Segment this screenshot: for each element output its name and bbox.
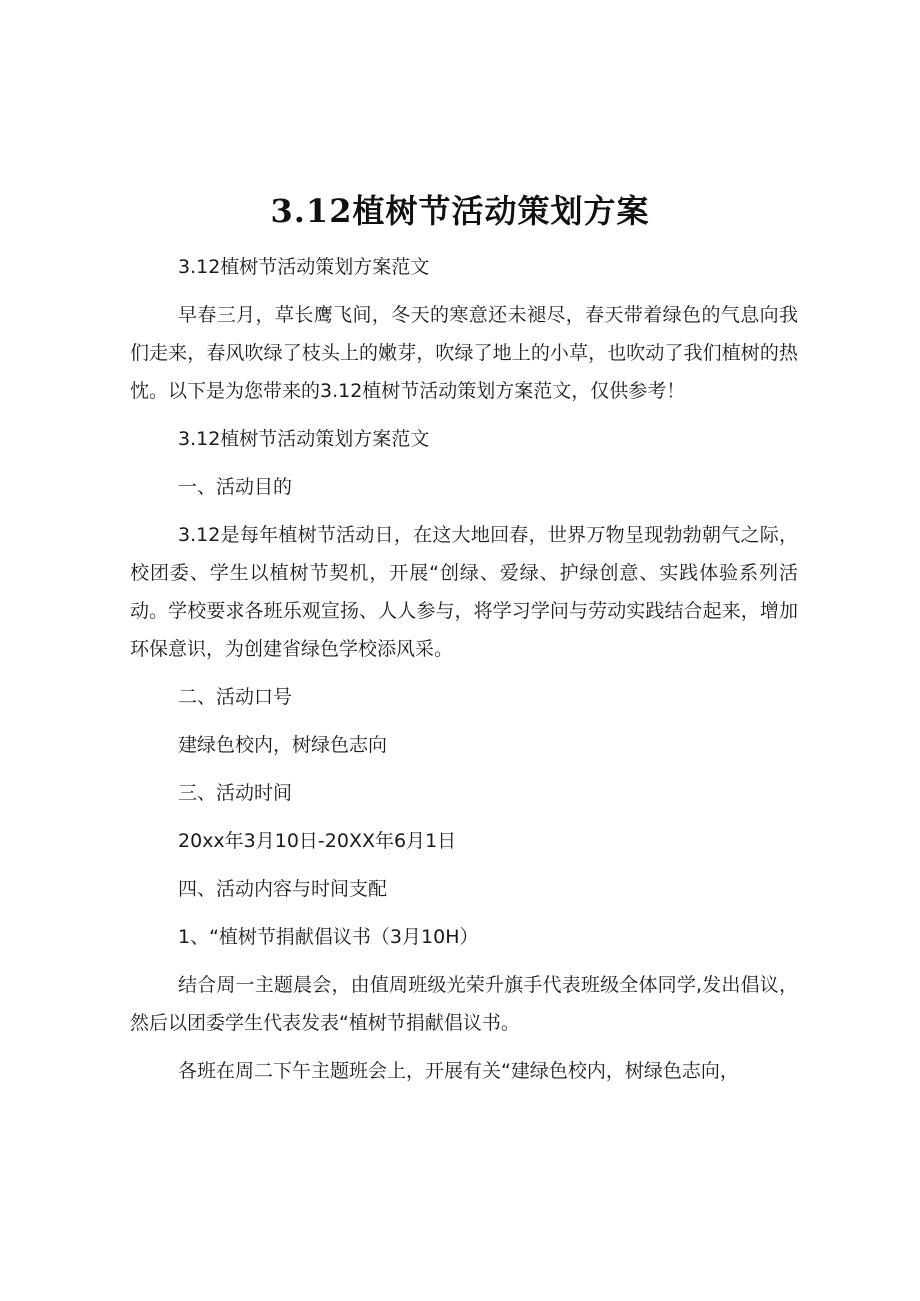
document-title (0, 189, 920, 233)
section-heading-content: 四、活动内容与时间支配 (178, 878, 388, 900)
item-heading-1: 1、“植树节捐献倡议书（3月10H） (178, 926, 479, 948)
slogan-paragraph: 建绿色校内，树绿色志向 (178, 734, 388, 756)
item-1-paragraph: 结合周一主题晨会，由值周班级光荣升旗手代表班级全体同学,发出倡议，然后以团委学生代表发表“植树节捐献倡议书。 (130, 974, 798, 1034)
title-text: 植树节活动策划方案 (352, 192, 650, 231)
item-1-paragraph-continued: 各班在周二下午主题班会上，开展有关“建绿色校内，树绿色志向， (178, 1060, 739, 1082)
title-number: 3.12 (270, 192, 353, 231)
section-heading-slogan: 二、活动口号 (178, 686, 293, 708)
section-heading-time: 三、活动时间 (178, 782, 293, 804)
document-body (130, 248, 798, 1100)
subtitle-paragraph: 3.12植树节活动策划方案范文 (178, 256, 430, 278)
subtitle-paragraph-repeat: 3.12植树节活动策划方案范文 (178, 428, 430, 450)
section-heading-purpose: 一、活动目的 (178, 476, 293, 498)
intro-paragraph: 早春三月，草长鹰飞间，冬天的寒意还未褪尽，春天带着绿色的气息向我们走来，春风吹绿了枝头上的嫩芽，吹绿了地上的小草，也吹动了我们植树的热忱。以下是为您带来的3.12植树节活动策划方案范文，仅供参考！ (130, 304, 798, 402)
time-paragraph: 20xx年3月10日-20XX年6月1日 (178, 830, 457, 852)
purpose-paragraph: 3.12是每年植树节活动日，在这大地回春，世界万物呈现勃勃朝气之际，校团委、学生以植树节契机，开展“创绿、爱绿、护绿创意、实践体验系列活动。学校要求各班乐观宣扬、人人参与，将学习学问与劳动实践结合起来，增加环保意识，为创建省绿色学校添风采。 (130, 524, 798, 660)
